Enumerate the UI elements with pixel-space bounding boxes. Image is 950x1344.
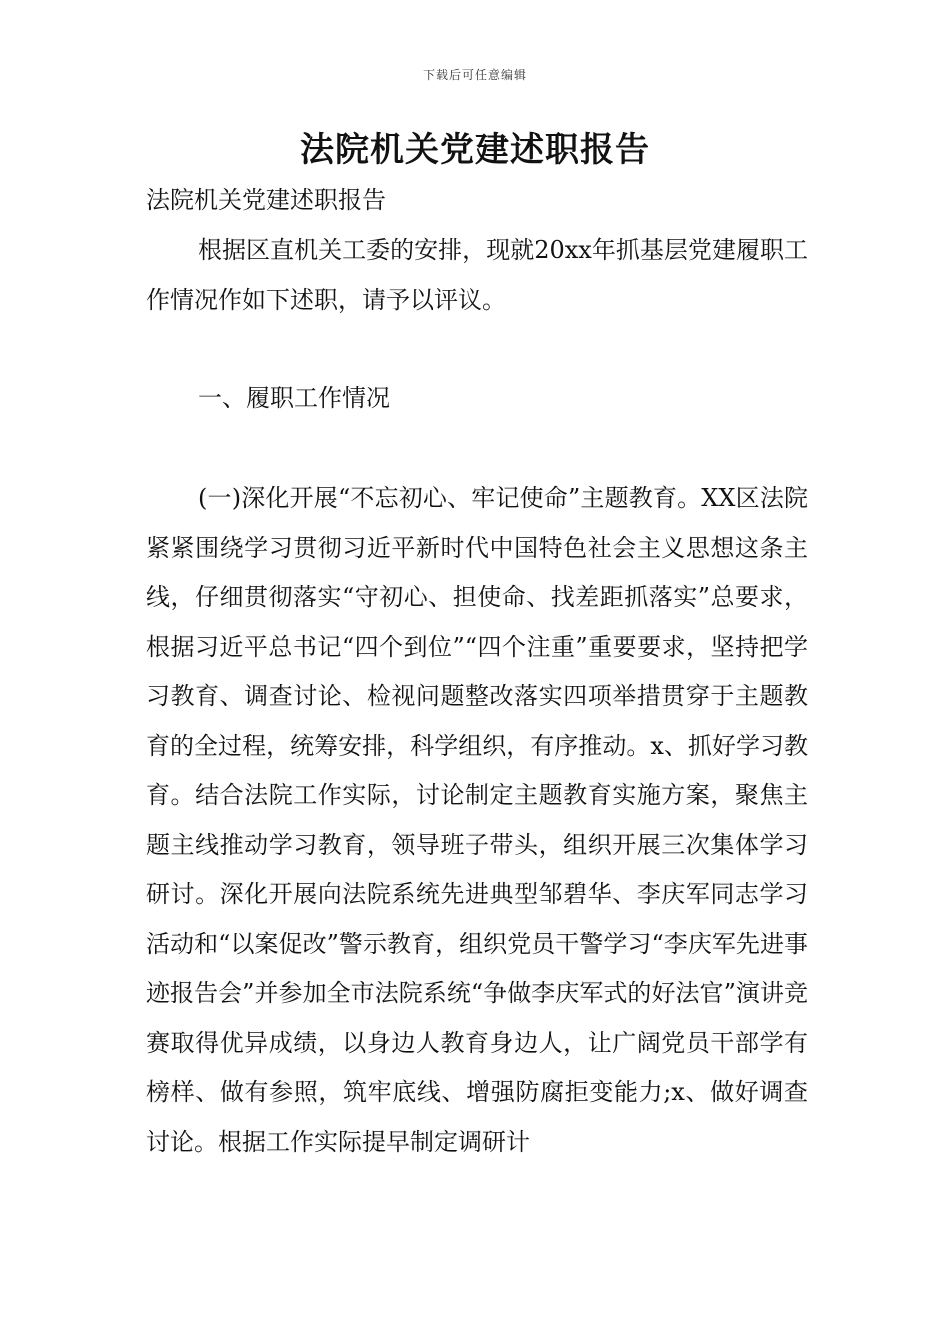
section-heading: 一、履职工作情况 — [198, 384, 390, 412]
document-title: 法院机关党建述职报告 — [300, 130, 650, 170]
page-header-note: 下载后可任意编辑 — [422, 68, 527, 82]
intro-paragraph: 根据区直机关工委的安排，现就20xx年抓基层党建履职工作情况作如下述职，请予以评议。 — [146, 236, 808, 314]
document-subtitle: 法院机关党建述职报告 — [146, 186, 386, 214]
section-one-paragraph: (一)深化开展“不忘初心、牢记使命”主题教育。XX区法院紧紧围绕学习贯彻习近平新时代中国特色社会主义思想这条主线，仔细贯彻落实“守初心、担使命、找差距抓落实”总要求，根据习近平总书记“四个到位”“四个注重”重要要求，坚持把学习教育、调查讨论、检视问题整改落实四项举措贯穿于主题教育的全过程，统筹安排，科学组织，有序推动。x、抓好学习教育。结合法院工作实际，讨论制定主题教育实施方案，聚焦主题主线推动学习教育，领导班子带头，组织开展三次集体学习研讨。深化开展向法院系统先进典型邹碧华、李庆军同志学习活动和“以案促改”警示教育，组织党员干警学习“李庆军先进事迹报告会”并参加全市法院系统“争做李庆军式的好法官”演讲竞赛取得优异成绩，以身边人教育身边人，让广阔党员干部学有榜样、做有参照，筑牢底线、增强防腐拒变能力;x、做好调查讨论。根据工作实际提早制定调研计 — [146, 484, 808, 1156]
